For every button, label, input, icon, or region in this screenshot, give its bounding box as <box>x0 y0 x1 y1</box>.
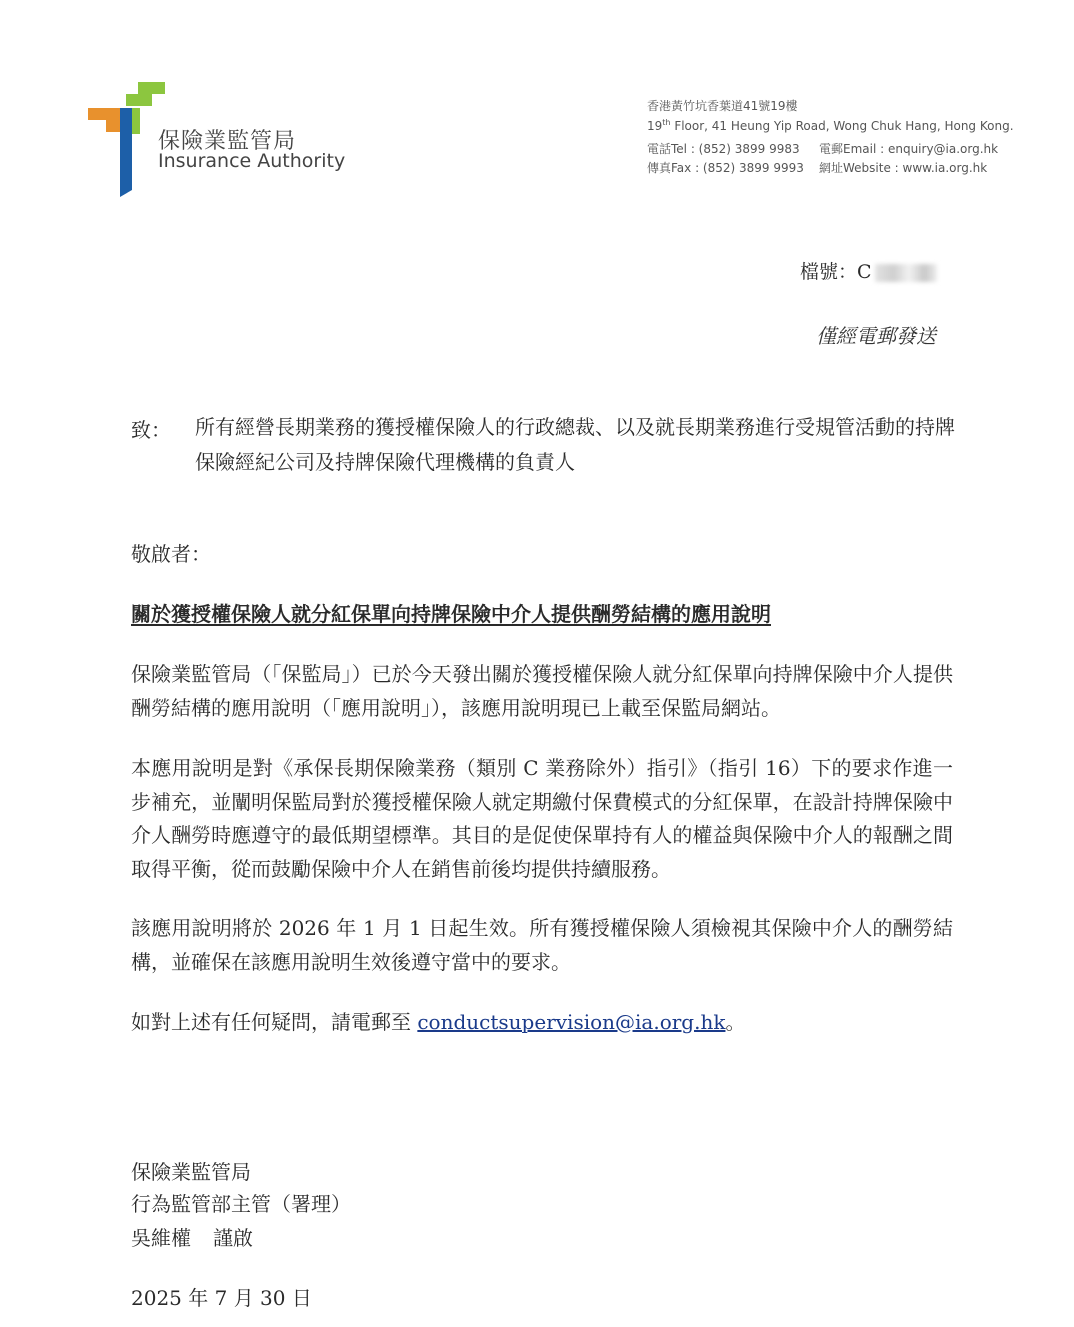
redacted-reference-number <box>875 264 937 282</box>
logo-chinese-name: 保險業監管局 <box>158 129 297 154</box>
signature-closing: 謹啟 <box>213 1226 253 1250</box>
file-reference <box>800 257 937 284</box>
signature-organization: 保險業監管局 <box>131 1160 251 1184</box>
address-floor-suffix: th <box>662 118 671 127</box>
address-floor-number: 19 <box>647 119 663 133</box>
contact-website: 網址Website : www.ia.org.hk <box>819 161 988 175</box>
fax: 傳真Fax : (852) 3899 9993 <box>647 161 804 175</box>
body-paragraph-2: 本應用說明是對《承保長期保險業務（類別 C 業務除外）指引》（指引 16）下的要求作進一步補充，並闡明保監局對於獲授權保險人就定期繳付保費模式的分紅保單，在設計持牌保險中介人酬勞時應遵守的最低期望標準。其目的是促使保單持有人的權益與保險中介人的報酬之間取得平衡，從而鼓勵保險中介人在銷售前後均提供持續服務。 <box>131 756 953 881</box>
address-chinese: 香港黃竹坑香葉道41號19樓 <box>647 99 798 113</box>
insurance-authority-logo-icon <box>86 82 168 197</box>
body-paragraph-3: 該應用說明將於 2026 年 1 月 1 日起生效。所有獲授權保險人須檢視其保險中介人的酬勞結構，並確保在該應用說明生效後遵守當中的要求。 <box>131 916 953 974</box>
recipient-text: 所有經營長期業務的獲授權保險人的行政總裁、以及就長期業務進行受規管活動的持牌保險經紀公司及持牌保險代理機構的負責人 <box>195 415 955 474</box>
signature-title: 行為監管部主管（署理） <box>131 1192 351 1216</box>
telephone: 電話Tel : (852) 3899 9983 <box>647 142 800 156</box>
body-paragraph-1: 保險業監管局（「保監局」）已於今天發出關於獲授權保險人就分紅保單向持牌保險中介人提供酬勞結構的應用說明（「應用說明」），該應用說明現已上載至保監局網站。 <box>131 662 953 720</box>
logo-english-name: Insurance Authority <box>158 150 346 172</box>
salutation: 敬啟者： <box>131 542 211 566</box>
signature-line <box>131 1222 253 1251</box>
delivery-note: 僅經電郵發送 <box>816 324 936 348</box>
body-paragraph-4 <box>131 1006 953 1040</box>
signatory-name: 吳維權 <box>131 1226 191 1250</box>
address-english <box>647 118 1014 133</box>
logo-mark <box>86 82 168 197</box>
recipient-label: 致： <box>131 418 171 442</box>
address-english-rest: Floor, 41 Heung Yip Road, Wong Chuk Hang, Hong Kong. <box>670 119 1014 133</box>
conduct-supervision-email-link[interactable]: conductsupervision@ia.org.hk <box>417 1010 726 1034</box>
letter-subject: 關於獲授權保險人就分紅保單向持牌保險中介人提供酬勞結構的應用說明 <box>131 602 771 626</box>
letter-date: 2025 年 7 月 30 日 <box>131 1286 312 1310</box>
inquiry-text-end: 。 <box>725 1010 746 1034</box>
inquiry-text: 如對上述有任何疑問，請電郵至 <box>131 1010 418 1034</box>
file-reference-label: 檔號：C <box>800 261 872 283</box>
contact-email: 電郵Email : enquiry@ia.org.hk <box>819 142 999 156</box>
